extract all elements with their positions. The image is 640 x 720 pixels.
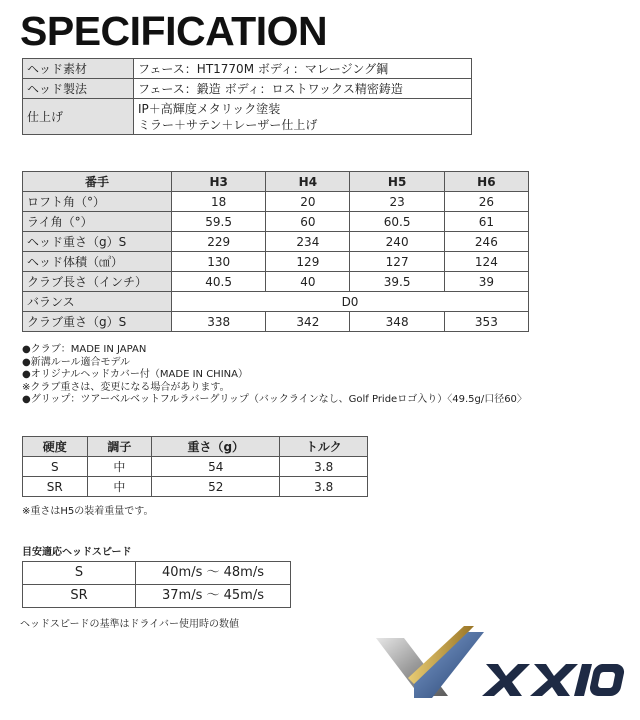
shaft-row-s [23,457,368,477]
note-line: ※クラブ重さは、変更になる場合があります。 [22,381,230,393]
club-spec-value: 39.5 [350,272,444,292]
note-line: ●新溝ルール適合モデル [22,356,131,368]
club-spec-value: 124 [444,252,528,272]
shaft-table [22,436,368,497]
logo-letter-i [574,664,592,696]
xxio-logo [356,618,626,700]
club-spec-label: ヘッド重さ（g）S [23,232,172,252]
club-spec-label: ヘッド体積（㎤） [23,252,172,272]
club-number-h6: H6 [444,172,528,192]
head-spec-table [22,58,472,135]
head-speed-note: ヘッドスピードの基準はドライバー使用時の数値 [20,619,239,630]
club-spec-label: バランス [23,292,172,312]
shaft-cell: 54 [152,457,280,477]
club-spec-row-head-weight [23,232,529,252]
finish-line-1: IP＋高輝度メタリック塗装 [138,101,281,116]
shaft-header-flex: 硬度 [23,437,88,457]
club-spec-row-loft [23,192,529,212]
club-number-header: 番手 [23,172,172,192]
club-spec-row-length [23,272,529,292]
head-speed-table [22,561,291,608]
club-spec-value: 40.5 [172,272,266,292]
club-spec-value: 353 [444,312,528,332]
shaft-cell: 3.8 [280,457,368,477]
logo-letter-x [482,664,530,696]
club-spec-value: 61 [444,212,528,232]
shaft-header-weight: 重さ（g） [152,437,280,457]
club-spec-value: 26 [444,192,528,212]
head-speed-grade: S [23,562,136,585]
club-spec-value: 234 [266,232,350,252]
shaft-cell: 中 [87,477,152,497]
club-spec-value: 60 [266,212,350,232]
club-spec-value: 23 [350,192,444,212]
shaft-header-row [23,437,368,457]
club-spec-value: 338 [172,312,266,332]
club-spec-value: 59.5 [172,212,266,232]
shaft-cell: 52 [152,477,280,497]
shaft-header-kick: 調子 [87,437,152,457]
club-spec-row-head-volume [23,252,529,272]
club-spec-label: ライ角（°） [23,212,172,232]
head-spec-label: ヘッド製法 [23,79,134,99]
head-speed-range: 37m/s 〜 45m/s [136,585,291,608]
finish-line-2: ミラー＋サテン＋レーザー仕上げ [138,117,318,132]
head-spec-value [134,99,472,135]
club-spec-value: 130 [172,252,266,272]
head-speed-range: 40m/s 〜 48m/s [136,562,291,585]
head-speed-grade: SR [23,585,136,608]
club-spec-value: 40 [266,272,350,292]
club-spec-value: 129 [266,252,350,272]
head-spec-label: 仕上げ [23,99,134,135]
club-spec-value: 240 [350,232,444,252]
shaft-cell: S [23,457,88,477]
head-spec-row-material [23,59,472,79]
club-spec-value: 18 [172,192,266,212]
club-spec-value: 39 [444,272,528,292]
head-spec-row-finish [23,99,472,135]
club-number-h3: H3 [172,172,266,192]
logo-letter-x [530,664,578,696]
spec-notes [22,344,527,407]
club-spec-value: 229 [172,232,266,252]
club-spec-value: 60.5 [350,212,444,232]
note-line: ●クラブ：MADE IN JAPAN [22,344,147,355]
shaft-cell: SR [23,477,88,497]
shaft-cell: 3.8 [280,477,368,497]
club-spec-value: 342 [266,312,350,332]
shaft-note: ※重さはH5の装着重量です。 [22,506,154,517]
note-line: ●グリップ：ツアーベルベットフルラバーグリップ（バックラインなし、Golf Prideロゴ入り）〈49.5g/口径60〉 [22,394,527,405]
club-spec-value: 348 [350,312,444,332]
club-spec-header-row [23,172,529,192]
page-title: SPECIFICATION [20,8,328,54]
note-line: ●オリジナルヘッドカバー付（MADE IN CHINA） [22,369,248,380]
club-spec-row-balance [23,292,529,312]
club-spec-row-lie [23,212,529,232]
club-spec-value: 246 [444,232,528,252]
logo-wordmark [482,664,624,696]
head-spec-label: ヘッド素材 [23,59,134,79]
club-spec-table [22,171,529,332]
head-speed-row-s [23,562,291,585]
head-spec-row-method [23,79,472,99]
club-spec-label: ロフト角（°） [23,192,172,212]
head-speed-row-sr [23,585,291,608]
club-spec-label: クラブ重さ（g）S [23,312,172,332]
club-spec-row-club-weight [23,312,529,332]
club-spec-label: クラブ長さ（インチ） [23,272,172,292]
club-spec-value: 127 [350,252,444,272]
head-spec-value: フェース：HT1770M ボディ：マレージング鋼 [134,59,472,79]
club-spec-balance-value: D0 [172,292,529,312]
club-spec-value: 20 [266,192,350,212]
shaft-cell: 中 [87,457,152,477]
club-number-h5: H5 [350,172,444,192]
head-speed-heading: 目安適応ヘッドスピード [22,547,132,558]
shaft-row-sr [23,477,368,497]
head-spec-value: フェース：鍛造 ボディ：ロストワックス精密鋳造 [134,79,472,99]
shaft-header-torque: トルク [280,437,368,457]
club-number-h4: H4 [266,172,350,192]
logo-letter-o [590,664,624,696]
